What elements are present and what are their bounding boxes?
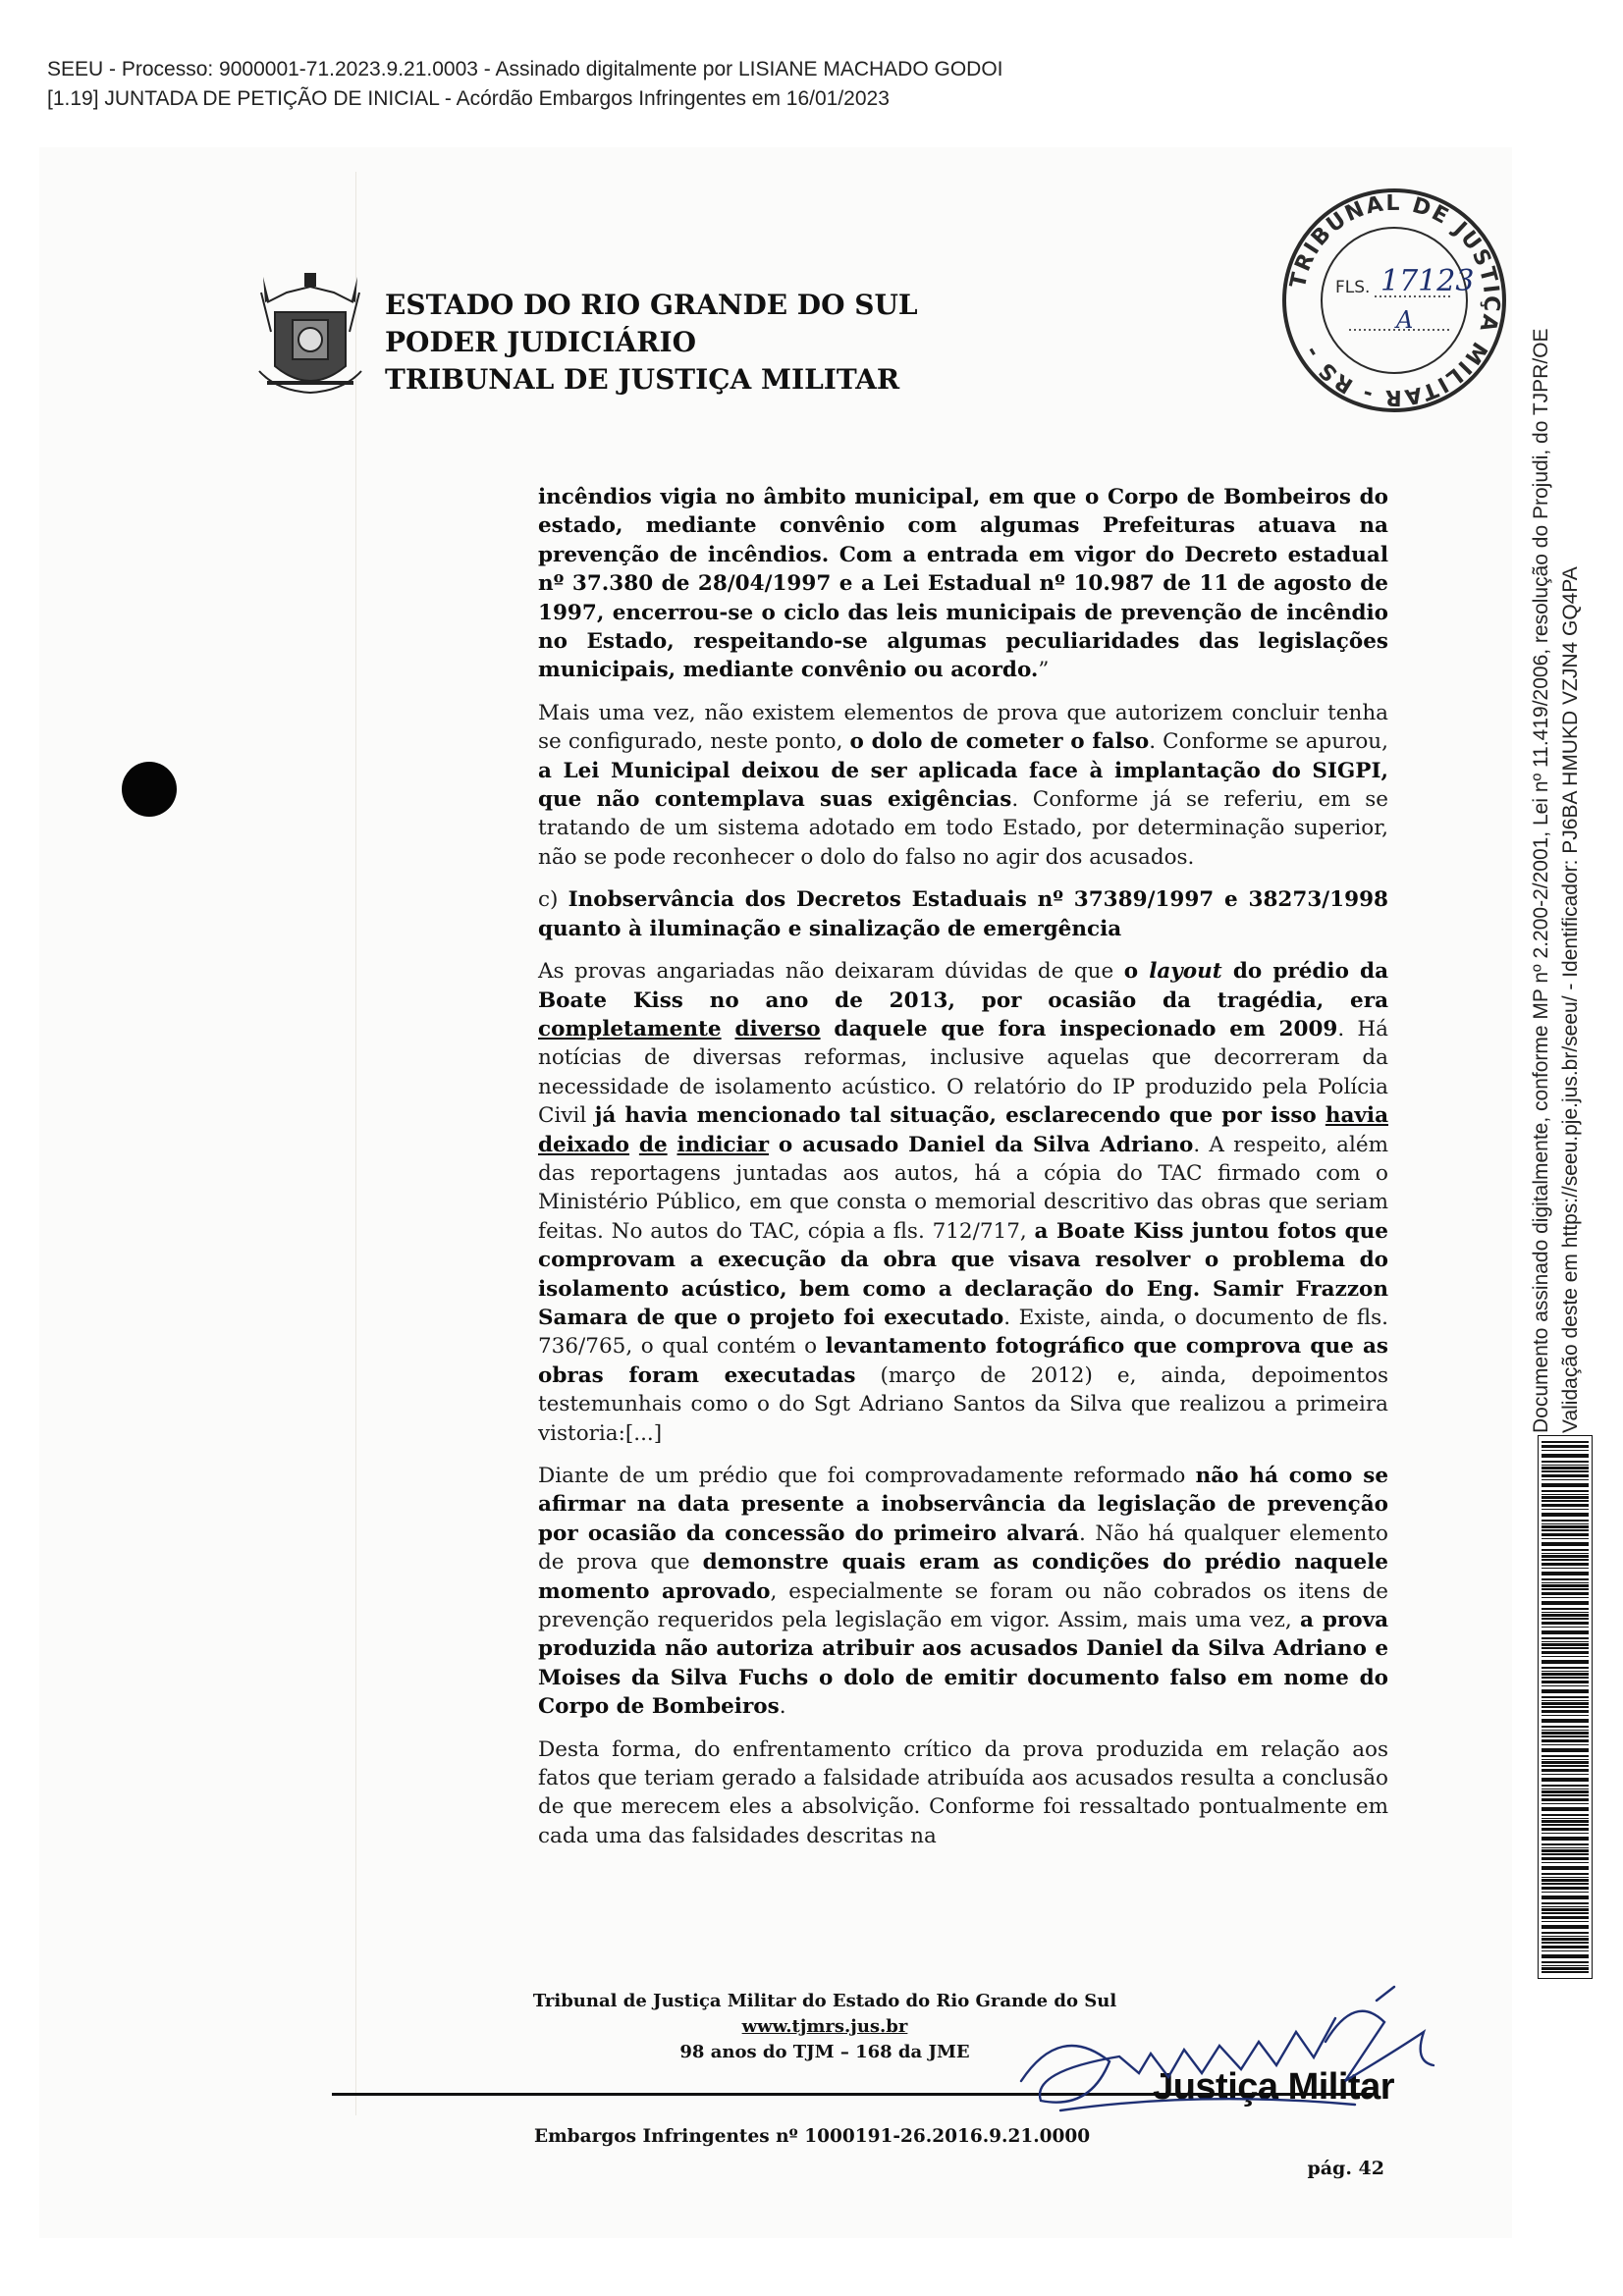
footer-anniversary: 98 anos do TJM – 168 da JME (679, 2042, 970, 2062)
side-line-1: Documento assinado digitalmente, conforme MP nº 2.200-2/2001, Lei nº 11.419/2006, resolução do Projudi, do TJPR/OE (1530, 328, 1552, 1433)
footer-website-link[interactable]: www.tjmrs.jus.br (741, 2016, 908, 2037)
section-heading-c: c) Inobservância dos Decretos Estaduais nº 37389/1997 e 38273/1998 quanto à iluminação e sinalização de emergência (538, 887, 1388, 941)
court-state: ESTADO DO RIO GRANDE DO SUL (385, 289, 918, 321)
digital-signature-header (47, 55, 1225, 114)
coat-of-arms-icon (257, 273, 363, 400)
header-line-2: [1.19] JUNTADA DE PETIÇÃO DE INICIAL - Acórdão Embargos Infringentes em 16/01/2023 (47, 87, 890, 110)
page-number: pág. 42 (1307, 2158, 1384, 2179)
handwritten-signature (1001, 1963, 1453, 2130)
stamp-ring-text: TRIBUNAL DE JUSTIÇA MILITAR - RS - (1285, 190, 1504, 410)
court-name: TRIBUNAL DE JUSTIÇA MILITAR (385, 363, 900, 396)
header-line-1: SEEU - Processo: 9000001-71.2023.9.21.0003 - Assinado digitalmente por LISIANE MACHADO GODOI (47, 58, 1003, 80)
stamp-fls-label: FLS. (1335, 278, 1371, 297)
court-header (385, 287, 1072, 399)
quote-text: incêndios vigia no âmbito municipal, em que o Corpo de Bombeiros do estado, mediante convênio com algumas Prefeituras atuava na prevenção de incêndios. Com a entrada em vigor do Decreto estadual nº 37.380 de 28/04/1997 e a Lei Estadual nº 10.987 de 11 de agosto de 1997, encerrou-se o ciclo das leis municipais de prevenção de incêndio no Estado, respeitando-se algumas peculiaridades das legislações municipais, mediante convênio ou acordo. (538, 485, 1388, 683)
paragraph-quote-end: incêndios vigia no âmbito municipal, em que o Corpo de Bombeiros do estado, mediante convênio com algumas Prefeituras atuava na prevenção de incêndios. Com a entrada em vigor do Decreto estadual nº 37.380 de 28/04/1997 e a Lei Estadual nº 10.987 de 11 de agosto de 1997, encerrou-se o ciclo das leis municipais de prevenção de incêndio no Estado, respeitando-se algumas peculiaridades das legislações municipais, mediante convênio ou acordo.” (538, 485, 1388, 683)
paragraph-layout-boate: As provas angariadas não deixaram dúvidas de que o layout do prédio da Boate Kiss no ano de 2013, por ocasião da tragédia, era completamente diverso daquele que fora inspecionado em 2009. Há notícias de diversas reformas, inclusive aquelas que decorreram da necessidade de isolamento acústico. O relatório do IP produzido pela Polícia Civil já havia mencionado tal situação, esclarecendo que por isso havia deixado de indiciar o acusado Daniel da Silva Adriano. A respeito, além das reportagens juntadas aos autos, há a cópia do TAC firmado com o Ministério Público, em que consta o memorial descritivo das obras que seriam feitas. No autos do TAC, cópia a fls. 712/717, a Boate Kiss juntou fotos que comprovam a execução da obra que visava resolver o problema do isolamento acústico, bem como a declaração do Eng. Samir Frazzon Samara de que o projeto foi executado. Existe, ainda, o documento de fls. 736/765, o qual contém o levantamento fotográfico que comprova que as obras foram executadas (março de 2012) e, ainda, depoimentos testemunhais como o do Sgt Adriano Santos da Silva que realizou a primeira vistoria:[...] (538, 959, 1389, 1446)
paragraph-dolo-falso: Mais uma vez, não existem elementos de prova que autorizem concluir tenha se configurado, neste ponto, o dolo de cometer o falso. Conforme se apurou, a Lei Municipal deixou de ser aplicada face à implantação do SIGPI, que não contemplava suas exigências. Conforme já se referiu, em se tratando de um sistema adotado em todo Estado, por determinação superior, não se pode reconhecer o dolo do falso no agir dos acusados. (538, 700, 1388, 870)
vertical-validation-text (1527, 157, 1596, 1433)
court-stamp-seal (1276, 183, 1512, 418)
paragraph-predio-reformado: Diante de um prédio que foi comprovadamente reformado não há como se afirmar na data presente a inobservância da legislação de prevenção por ocasião da concessão do primeiro alvará. Não há qualquer elemento de prova que demonstre quais eram as condições do prédio naquele momento aprovado, especialmente se foram ou não cobrados os itens de prevenção requeridos pela legislação em vigor. Assim, mais uma vez, a prova produzida não autoriza atribuir aos acusados Daniel da Silva Adriano e Moises da Silva Fuchs o dolo de emitir documento falso em nome do Corpo de Bombeiros. (538, 1464, 1389, 1720)
svg-text:TRIBUNAL DE JUSTIÇA MILITAR - (1286, 191, 1504, 409)
side-line-2: Validação deste em https://seeu.pje.jus.br/seeu/ - Identificador: PJ6BA HMUKD VZJN4 GQ4PA (1559, 566, 1582, 1433)
stamp-sub-value: A (1396, 306, 1414, 334)
stamp-fls-value: 17123 (1380, 264, 1475, 298)
barcode-icon (1538, 1435, 1593, 1979)
document-body (538, 483, 1388, 1864)
court-branch: PODER JUDICIÁRIO (385, 326, 696, 358)
footer-process-number: Embargos Infringentes nº 1000191-26.2016.9.21.0000 (534, 2126, 1091, 2147)
footer-court-name: Tribunal de Justiça Militar do Estado do Rio Grande do Sul (532, 1991, 1117, 2011)
scan-fold-line (355, 172, 356, 2115)
footer-brand-logo: Justiça Militar (1153, 2066, 1394, 2108)
punch-hole-mark (122, 762, 177, 817)
paragraph-conclusao: Desta forma, do enfrentamento crítico da prova produzida em relação aos fatos que teriam gerado a falsidade atribuída aos acusados resulta a conclusão de que merecem eles a absolvição. Conforme foi ressaltado pontualmente em cada uma das falsidades descritas na (538, 1736, 1388, 1848)
